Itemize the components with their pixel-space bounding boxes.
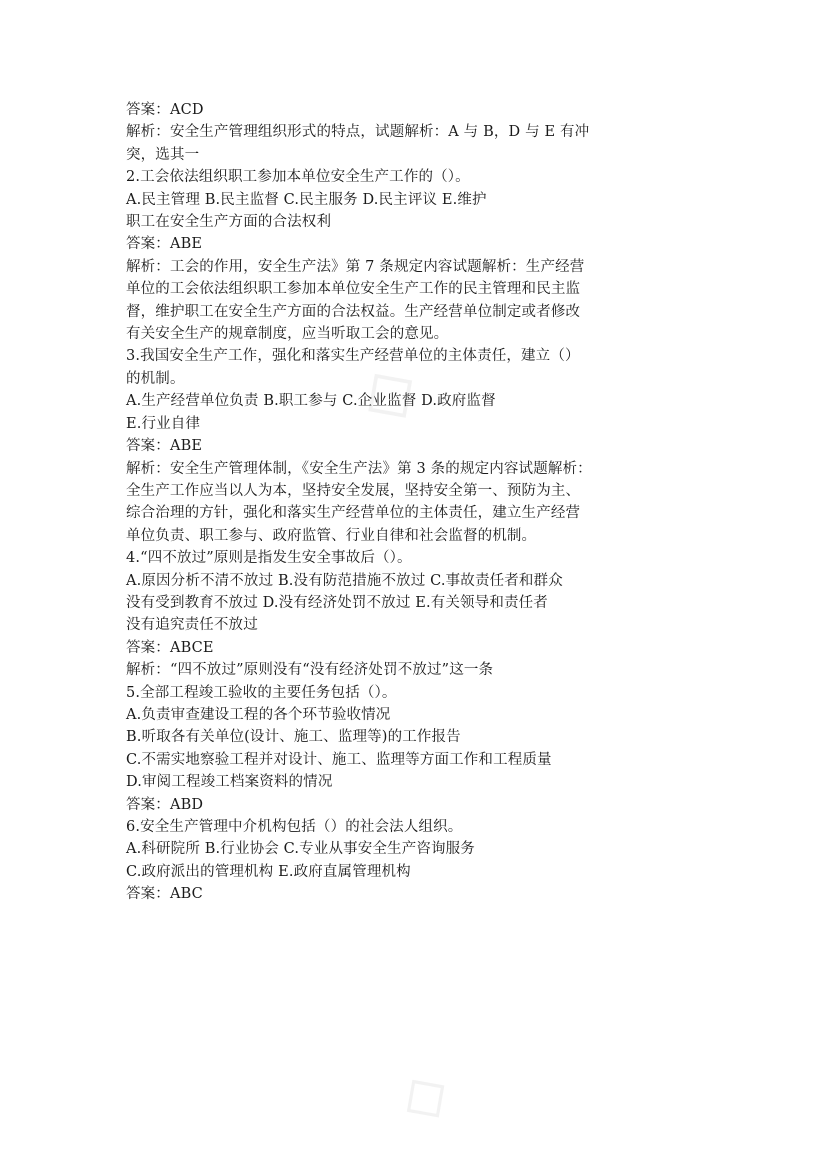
answer-line: 答案：ABCE <box>126 639 214 656</box>
question-line: 的机制。 <box>126 370 185 387</box>
explanation-line: 全生产工作应当以人为本，坚持安全发展，坚持安全第一、预防为主、 <box>126 482 581 499</box>
answer-line: 答案：ABD <box>126 796 204 813</box>
explanation-line: 解析：工会的作用，安全生产法》第 7 条规定内容试题解析：生产经营 <box>126 258 585 275</box>
watermark: ◇ <box>384 1053 463 1137</box>
question-line: 4.“四不放过”原则是指发生安全事故后（）。 <box>126 550 412 567</box>
options-line: A.原因分析不清不放过 B.没有防范措施不放过 C.事故责任者和群众 <box>126 572 563 589</box>
options-line: A.负责审查建设工程的各个环节验收情况 <box>126 706 391 723</box>
explanation-line: 有关安全生产的规章制度，应当听取工会的意见。 <box>126 326 449 343</box>
options-line: D.审阅工程竣工档案资料的情况 <box>126 774 333 791</box>
question-line: 5.全部工程竣工验收的主要任务包括（）。 <box>126 684 397 701</box>
answer-line: 答案：ABE <box>126 236 203 253</box>
explanation-line: 突，选其一 <box>126 146 200 163</box>
explanation-line: 解析：“四不放过”原则没有“没有经济处罚不放过”这一条 <box>126 662 494 679</box>
options-line: C.不需实地察验工程并对设计、施工、监理等方面工作和工程质量 <box>126 751 552 768</box>
document-body <box>126 99 666 906</box>
options-line: E.行业自律 <box>126 415 201 432</box>
explanation-line: 单位的工会依法组织职工参加本单位安全生产工作的民主管理和民主监 <box>126 281 581 298</box>
explanation-line: 督，维护职工在安全生产方面的合法权益。生产经营单位制定或者修改 <box>126 303 581 320</box>
options-line: B.听取各有关单位(设计、施工、监理等)的工作报告 <box>126 729 461 746</box>
options-line: A.科研院所 B.行业协会 C.专业从事安全生产咨询服务 <box>126 841 475 858</box>
options-line: 没有受到教育不放过 D.没有经济处罚不放过 E.有关领导和责任者 <box>126 594 548 611</box>
answer-line: 答案：ABC <box>126 886 203 903</box>
question-line: 3.我国安全生产工作，强化和落实生产经营单位的主体责任，建立（） <box>126 348 580 365</box>
explanation-line: 解析：安全生产管理体制，《安全生产法》第 3 条的规定内容试题解析： <box>126 460 592 477</box>
options-line: C.政府派出的管理机构 E.政府直属管理机构 <box>126 863 411 880</box>
answer-line: 答案：ABE <box>126 438 203 455</box>
explanation-line: 解析：安全生产管理组织形式的特点，试题解析：A 与 B，D 与 E 有冲 <box>126 124 590 141</box>
question-line: 2.工会依法组织职工参加本单位安全生产工作的（）。 <box>126 169 470 186</box>
question-line: 6.安全生产管理中介机构包括（）的社会法人组织。 <box>126 819 463 835</box>
explanation-line: 单位负责、职工参与、政府监管、行业自律和社会监督的机制。 <box>126 527 537 544</box>
options-line: 职工在安全生产方面的合法权利 <box>126 214 332 231</box>
answer-line: 答案：ACD <box>126 102 204 118</box>
options-line: A.民主管理 B.民主监督 C.民主服务 D.民主评议 E.维护 <box>126 191 487 208</box>
options-line: 没有追究责任不放过 <box>126 617 258 634</box>
watermark: ◇ <box>341 341 433 441</box>
options-line: A.生产经营单位负责 B.职工参与 C.企业监督 D.政府监督 <box>126 393 496 410</box>
explanation-line: 综合治理的方针，强化和落实生产经营单位的主体责任，建立生产经营 <box>126 505 581 522</box>
